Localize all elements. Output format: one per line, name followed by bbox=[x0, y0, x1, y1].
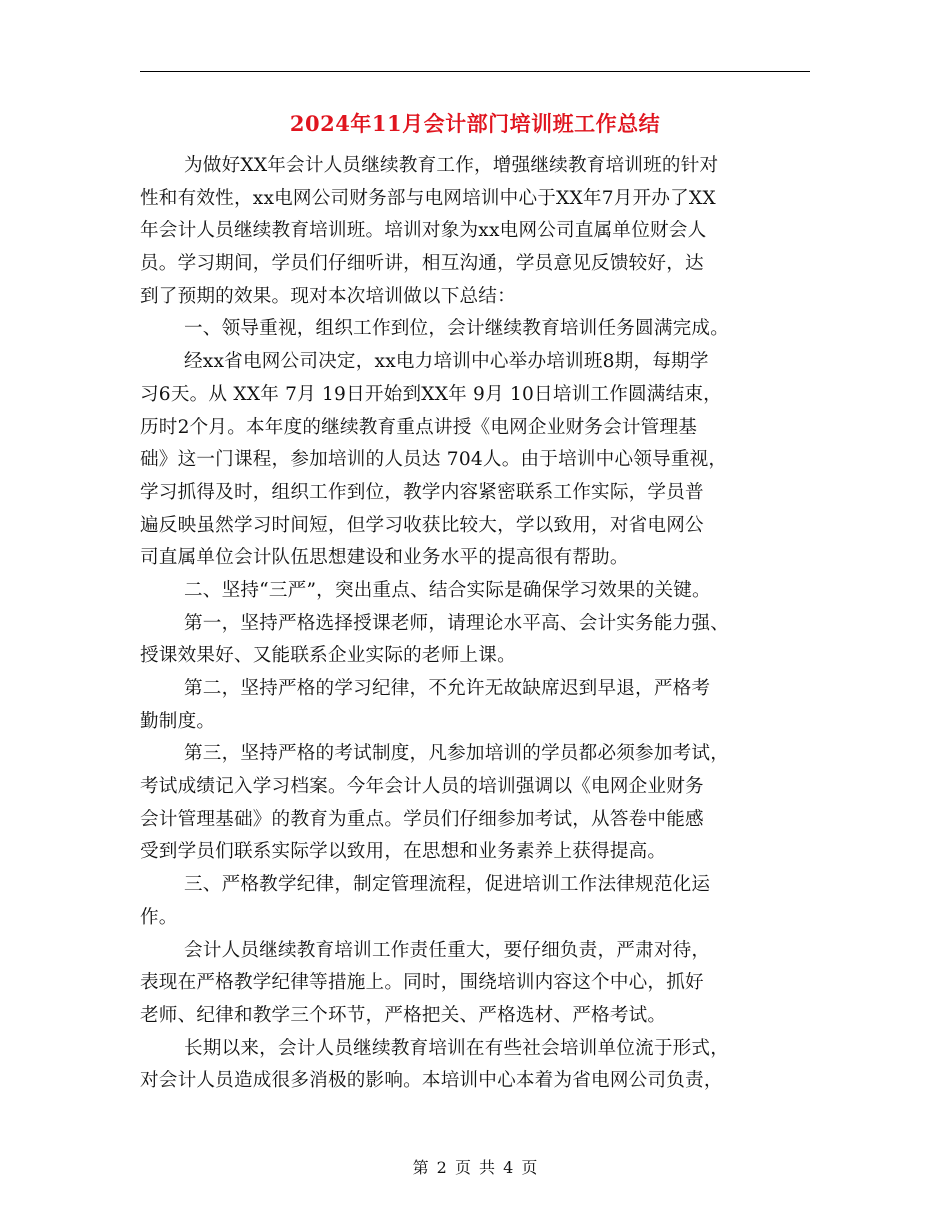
body-line: 授课效果好、又能联系企业实际的老师上课。 bbox=[140, 645, 516, 667]
body-line: 会计人员继续教育培训工作责任重大，要仔细负责，严肃对待， bbox=[184, 939, 711, 961]
body-line: 老师、纪律和教学三个环节，严格把关、严格选材、严格考试。 bbox=[140, 1004, 667, 1026]
document-body bbox=[140, 150, 816, 1098]
body-line: 长期以来，会计人员继续教育培训在有些社会培训单位流于形式， bbox=[184, 1037, 730, 1059]
document-title: 2024年11月会计部门培训班工作总结 bbox=[289, 111, 661, 136]
body-line: 性和有效性，xx电网公司财务部与电网培训中心于XX年7月开办了XX bbox=[140, 187, 716, 209]
body-line: 司直属单位会计队伍思想建设和业务水平的提高很有帮助。 bbox=[140, 547, 629, 569]
body-line: 三、严格教学纪律，制定管理流程，促进培训工作法律规范化运 bbox=[184, 874, 711, 896]
body-line: 考试成绩记入学习档案。今年会计人员的培训强调以《电网企业财务 bbox=[140, 776, 704, 798]
header-rule bbox=[140, 71, 810, 72]
body-line: 到了预期的效果。现对本次培训做以下总结： bbox=[140, 285, 516, 307]
body-line: 第二，坚持严格的学习纪律，不允许无故缺席迟到早退，严格考 bbox=[184, 678, 711, 699]
body-line: 习6天。从 XX年 7月 19日开始到XX年 9月 10日培训工作圆满结束， bbox=[140, 383, 722, 405]
body-line: 础》这一门课程，参加培训的人员达 704人。由于培训中心领导重视， bbox=[140, 449, 728, 471]
body-line: 遍反映虽然学习时间短，但学习收获比较大，学以致用，对省电网公 bbox=[140, 514, 704, 536]
body-line: 第三，坚持严格的考试制度，凡参加培训的学员都必须参加考试， bbox=[184, 743, 730, 765]
body-line: 会计管理基础》的教育为重点。学员们仔细参加考试，从答卷中能感 bbox=[140, 808, 704, 830]
body-line: 经xx省电网公司决定，xx电力培训中心举办培训班8期，每期学 bbox=[184, 351, 709, 373]
body-line: 一、领导重视，组织工作到位，会计继续教育培训任务圆满完成。 bbox=[184, 318, 730, 340]
body-line: 对会计人员造成很多消极的影响。本培训中心本着为省电网公司负责， bbox=[140, 1070, 723, 1092]
body-line: 作。 bbox=[140, 906, 178, 928]
body-line: 员。学习期间，学员们仔细听讲，相互沟通，学员意见反馈较好，达 bbox=[140, 253, 704, 275]
body-line: 历时2个月。本年度的继续教育重点讲授《电网企业财务会计管理基 bbox=[140, 416, 698, 438]
body-line: 勤制度。 bbox=[140, 710, 216, 732]
body-line: 二、坚持“三严”，突出重点、结合实际是确保学习效果的关键。 bbox=[184, 579, 711, 601]
page-number: 第 2 页 共 4 页 bbox=[412, 1158, 538, 1177]
body-line: 第一，坚持严格选择授课老师，请理论水平高、会计实务能力强、 bbox=[184, 612, 730, 634]
body-line: 表现在严格教学纪律等措施上。同时，围绕培训内容这个中心，抓好 bbox=[140, 972, 704, 994]
body-line: 年会计人员继续教育培训班。培训对象为xx电网公司直属单位财会人 bbox=[140, 220, 707, 242]
body-line: 学习抓得及时，组织工作到位，教学内容紧密联系工作实际，学员普 bbox=[140, 481, 704, 503]
body-line: 为做好XX年会计人员继续教育工作，增强继续教育培训班的针对 bbox=[184, 155, 719, 176]
body-line: 受到学员们联系实际学以致用，在思想和业务素养上获得提高。 bbox=[140, 841, 667, 863]
